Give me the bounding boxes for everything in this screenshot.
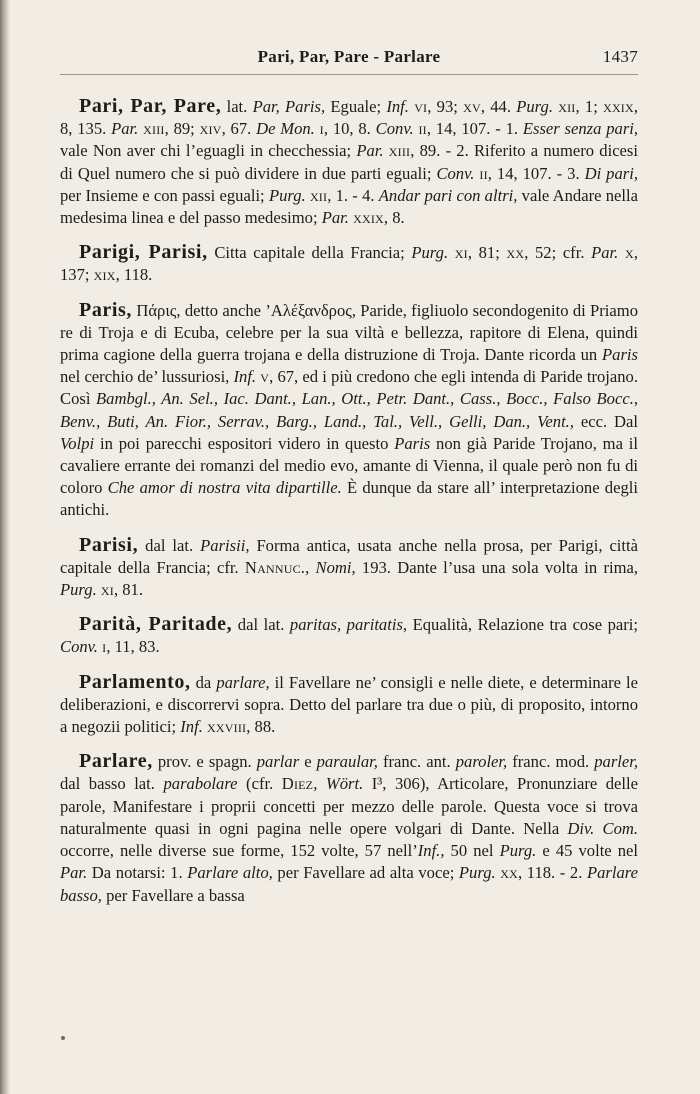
entry-headword: Parigi, Parisi, [79,241,208,264]
italic-reference: paraular, [316,752,378,772]
italic-reference: parabolare [163,774,238,794]
entry-parita [60,613,638,658]
entry-headword: Pari, Par, Pare, [79,95,222,117]
small-caps-numeral: Diez [281,774,314,794]
small-caps-numeral: xxix [353,208,384,228]
small-caps-numeral: xxviii [207,717,247,737]
entry-body: Πάρις, detto anche ’Αλέξανδρος, Paride, figliuolo secondogenito di Priamo re di Troja e di Ecuba, celebre per la sua viltà e bellezza, rapitore di Elena, quindi prima cagione della guerra trojana e della distruzione di Troja. Dante ricorda un Paris nel cerchio de’ lussuriosi, Inf. v, 67, ed i più credono che egli intenda di Paride trojano. Così Bambgl., An. Sel., Iac. Dant., Lan., Ott., Petr. Dant., Cass., Bocc., Falso Bocc., Benv., Buti, An. Fior., Serrav., Barg., Land., Tal., Vell., Gelli, Dan., Vent., ecc. Dal Volpi in poi parecchi espositori videro in questo Paris non già Paride Trojano, ma il cavaliere errante dei romanzi del medio evo, amante di Vienna, il quale però non fu di coloro Che amor di nostra vita dipartille. È dunque da stare all’ interpretazione degli antichi. [60,300,639,520]
small-caps-numeral: Nannuc. [244,557,306,577]
italic-reference: Par. [60,863,88,883]
italic-reference: Purg. [499,841,537,861]
italic-reference: Purg. [458,863,496,883]
entry-body: lat. Par, Paris, Eguale; Inf. vi, 93; xv, 44. Purg. xii, 1; xxix, 8, 135. Par. xiii, 89; xiv, 67. De Mon. i, 10, 8. Conv. ii, 14, 107. - 1. Esser senza pari, vale Non aver chi l’eguagli in checchessia; Par. xiii, 89. - 2. Riferito a numero dicesi di Quel numero che si può dividere in due parti eguali; Conv. ii, 14, 107. - 3. Di pari, per Insieme e con passi eguali; Purg. xii, 1. - 4. Andar pari con altri, vale Andare nella medesima linea e del passo medesimo; Par. xxix, 8. [60,97,639,228]
italic-reference: Wört. [325,774,364,794]
italic-reference: Bambgl., An. Sel., Iac. Dant., Lan., Ott., Petr. Dant., Cass., Bocc., Falso Bocc., Benv., Buti, An. Fior., Serrav., Barg., Land., Tal., Vell., Gelli, Dan., Vent., [60,389,638,431]
entry-parigi [60,241,638,286]
entry-headword: Parlare, [79,750,153,773]
italic-reference: Inf. [233,367,257,387]
small-caps-numeral: xi [100,580,114,600]
italic-reference: Par, Paris, [252,97,326,116]
italic-reference: Di pari, [584,163,638,183]
italic-reference: paroler, [455,752,508,772]
running-title: Pari, Par, Pare - Parlare [257,47,441,66]
italic-reference: De Mon. [256,119,315,139]
italic-reference: Che amor di nostra vita dipartille. [107,478,342,498]
small-caps-numeral: xix [93,265,116,285]
italic-reference: paritas, paritatis, [289,615,408,635]
italic-reference: Conv. [60,637,98,657]
italic-reference: Conv. [436,163,475,183]
entry-headword: Paris, [79,298,133,321]
ink-speck [61,1036,65,1040]
small-caps-numeral: vi [414,97,428,116]
italic-reference: Conv. [375,119,414,139]
dictionary-entries [60,95,638,919]
small-caps-numeral: xii [309,185,328,205]
entry-body: dal lat. Parisii, Forma antica, usata anche nella prosa, per Parigi, città capitale della Francia; cfr. Nannuc., Nomi, 193. Dante l’usa una sola volta in rima, Purg. xi, 81. [60,535,639,600]
small-caps-numeral: xx [506,243,525,263]
italic-reference: Par. [111,119,139,139]
small-caps-numeral: xiv [199,119,222,139]
italic-reference: Par. [356,141,384,161]
entry-headword: Parità, Paritade, [79,613,233,636]
entry-parlare [60,750,638,906]
italic-reference: Inf. [180,717,203,737]
small-caps-numeral: i [102,637,107,657]
small-caps-numeral: xx [500,863,518,883]
italic-reference: parler, [594,752,639,772]
entry-body: Citta capitale della Francia; Purg. xi, 81; xx, 52; cfr. Par. x, 137; xix, 118. [60,243,638,285]
entry-headword: Parlamento, [79,670,191,693]
entry-parlamento [60,671,638,739]
italic-reference: Parlare basso, [60,863,638,905]
italic-reference: parlar [256,752,300,772]
italic-reference: Parisii, [200,535,250,555]
italic-reference: Paris [394,433,431,453]
italic-reference: Purg. [268,185,306,205]
small-caps-numeral: i [319,119,324,139]
entry-pari [60,95,638,229]
small-caps-numeral: xii [558,97,576,116]
small-caps-numeral: xxix [603,97,634,116]
small-caps-numeral: x [624,243,634,263]
page-header [60,45,638,75]
entry-body: prov. e spagn. parlar e paraular, franc. ant. paroler, franc. mod. parler, dal basso lat. parabolare (cfr. Diez, Wört. I³, 306), Articolare, Pronunziare delle parole, Manifestare i proprii concetti per mezzo delle parole. Questa voce si trova naturalmente quasi in ogni pagina nelle opere volgari di Dante. Nella Div. Com. occorre, nelle diverse sue forme, 152 volte, 57 nell’Inf., 50 nel Purg. e 45 volte nel Par. Da notarsi: 1. Parlare alto, per Favellare ad alta voce; Purg. xx, 118. - 2. Parlare basso, per Favellare a bassa [60,752,639,905]
page-number: 1437 [602,47,638,66]
header-rule [60,74,638,75]
entry-headword: Parisi, [79,533,139,556]
small-caps-numeral: ii [418,119,427,139]
italic-reference: Nomi, [315,557,356,577]
italic-reference: Purg. [60,580,97,600]
entry-paris [60,299,638,522]
italic-reference: Div. Com. [567,818,638,838]
small-caps-numeral: xv [463,97,481,116]
italic-reference: Inf., [417,841,445,861]
italic-reference: parlare, [216,672,270,692]
italic-reference: Par. [591,243,619,263]
italic-reference: Purg. [411,243,449,263]
small-caps-numeral: xi [454,243,468,263]
italic-reference: Parlare alto, [187,863,273,883]
italic-reference: Purg. [516,97,553,116]
small-caps-numeral: v [260,367,270,387]
small-caps-numeral: ii [479,163,488,183]
italic-reference: Andar pari con altri, [378,185,518,205]
italic-reference: Volpi [60,433,95,453]
italic-reference: Esser senza pari, [522,119,639,139]
italic-reference: Par. [321,208,349,228]
entry-parisi [60,534,638,602]
italic-reference: Paris [602,345,638,365]
entry-body: dal lat. paritas, paritatis, Equalità, Relazione tra cose pari; Conv. i, 11, 83. [60,615,639,657]
entry-body: da parlare, il Favellare ne’ consigli e nelle diete, e determinare le deliberazioni, e discorrervi sopra. Detto del parlare tra due o più, di proposito, intorno a negozii politici; Inf. xxviii, 88. [60,672,638,737]
small-caps-numeral: xiii [143,119,165,139]
small-caps-numeral: xiii [388,141,411,161]
page-binding-edge [0,0,10,1094]
italic-reference: Inf. [386,97,409,116]
